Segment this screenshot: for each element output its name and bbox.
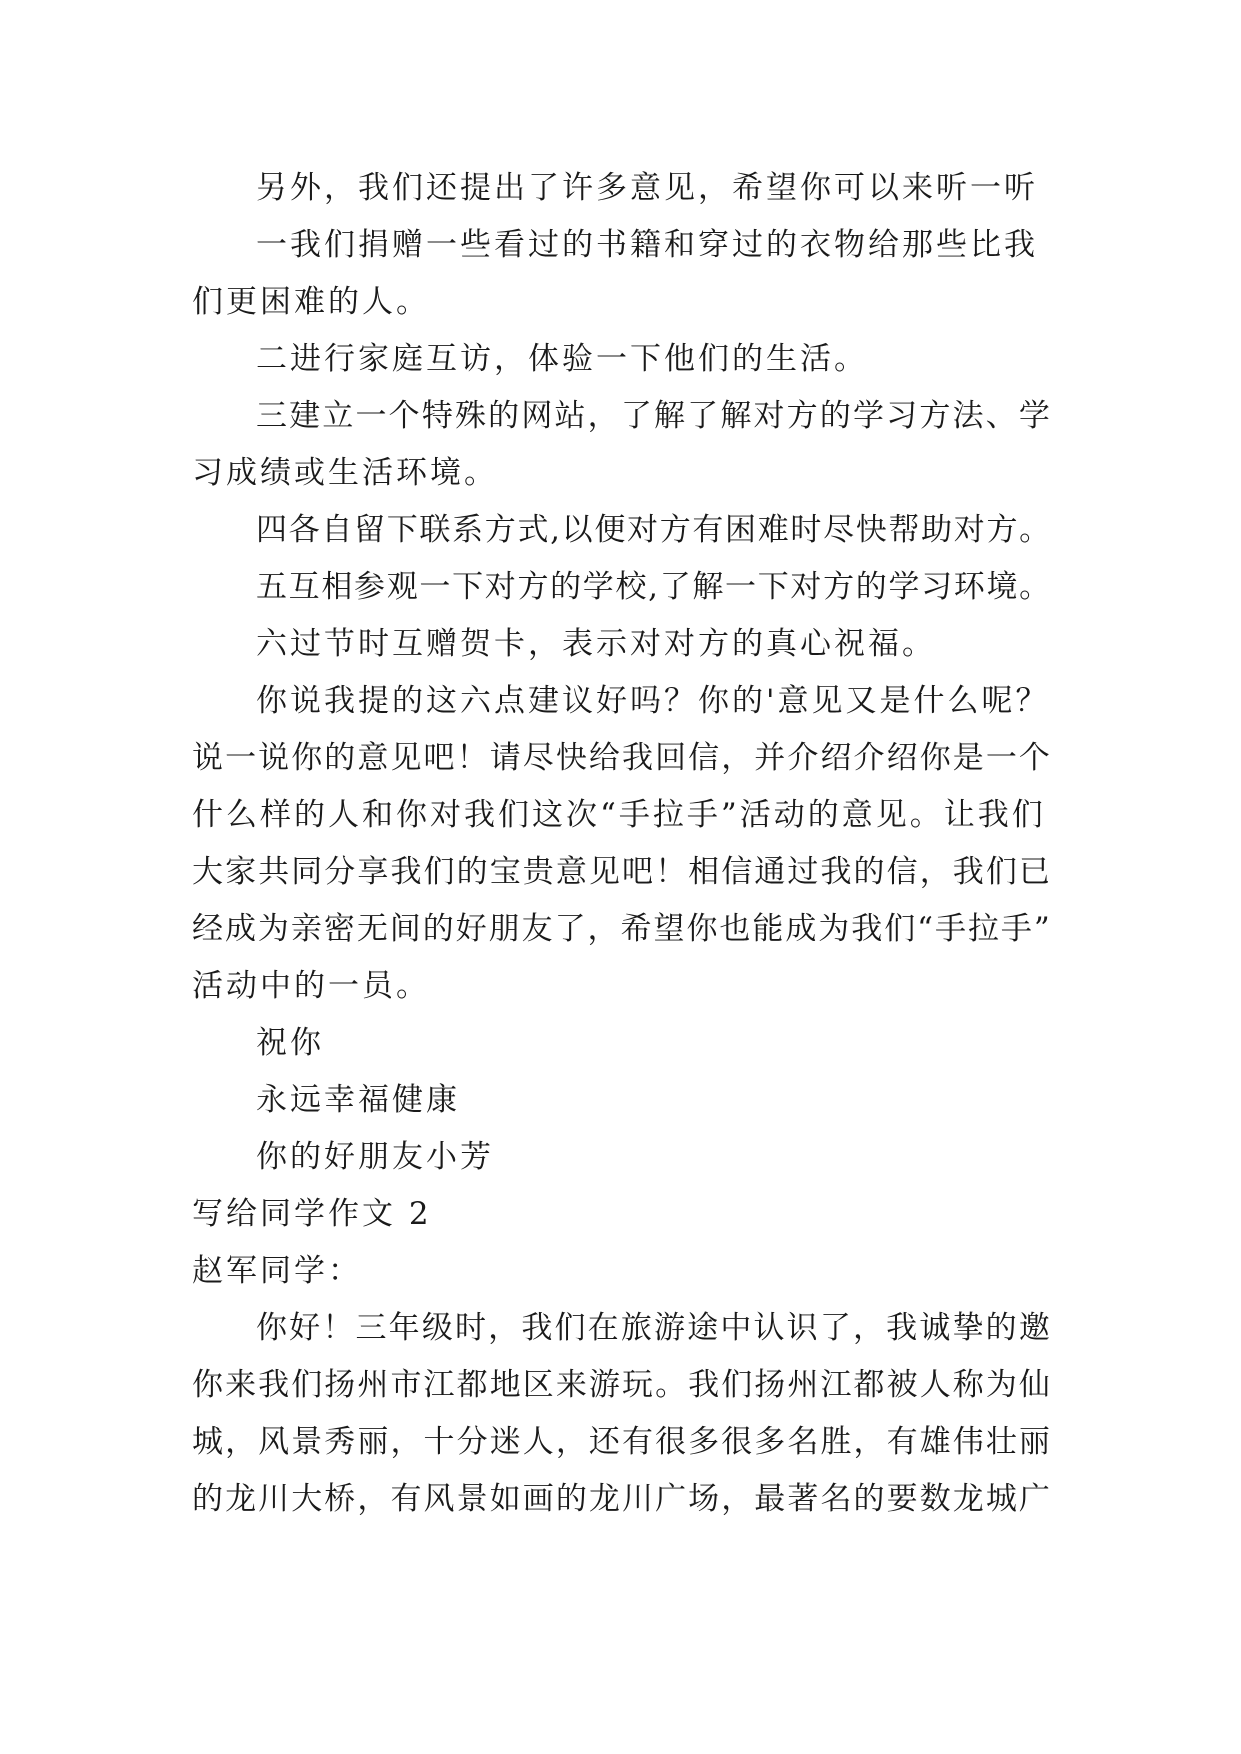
text-line: 六过节时互赠贺卡，表示对对方的真心祝福。 — [256, 626, 936, 662]
text-line: 你来我们扬州市江都地区来游玩。我们扬州江都被人称为仙 — [192, 1367, 1052, 1403]
text-line: 四各自留下联系方式,以便对方有困难时尽快帮助对方。 — [256, 512, 1052, 548]
text-line: 说一说你的意见吧！请尽快给我回信，并介绍介绍你是一个 — [192, 740, 1052, 776]
text-line: 写给同学作文 2 — [192, 1196, 432, 1232]
text-line: 另外，我们还提出了许多意见，希望你可以来听一听 — [256, 170, 1038, 206]
text-line: 的龙川大桥，有风景如画的龙川广场，最著名的要数龙城广 — [192, 1481, 1052, 1517]
text-line: 你好！三年级时，我们在旅游途中认识了，我诚挚的邀 — [256, 1310, 1052, 1346]
document-body — [192, 160, 1062, 1528]
text-line: 祝你 — [256, 1025, 324, 1061]
text-line: 大家共同分享我们的宝贵意见吧！相信通过我的信，我们已 — [192, 854, 1052, 890]
text-line: 习成绩或生活环境。 — [192, 455, 498, 491]
text-line: 赵军同学： — [192, 1253, 362, 1289]
text-line: 一我们捐赠一些看过的书籍和穿过的衣物给那些比我 — [256, 227, 1038, 263]
text-line: 你的好朋友小芳 — [256, 1139, 494, 1175]
text-line: 城，风景秀丽，十分迷人，还有很多很多名胜，有雄伟壮丽 — [192, 1424, 1052, 1460]
text-line: 二进行家庭互访，体验一下他们的生活。 — [256, 341, 868, 377]
text-line: 永远幸福健康 — [256, 1082, 460, 1118]
text-line: 们更困难的人。 — [192, 284, 430, 320]
text-line: 经成为亲密无间的好朋友了，希望你也能成为我们“手拉手” — [192, 911, 1052, 947]
text-line: 什么样的人和你对我们这次“手拉手”活动的意见。让我们 — [192, 797, 1046, 833]
text-line: 你说我提的这六点建议好吗？你的'意见又是什么呢？ — [256, 683, 1050, 719]
text-line: 活动中的一员。 — [192, 968, 430, 1004]
text-line: 五互相参观一下对方的学校,了解一下对方的学习环境。 — [256, 569, 1052, 605]
text-line: 三建立一个特殊的网站，了解了解对方的学习方法、学 — [256, 398, 1052, 434]
